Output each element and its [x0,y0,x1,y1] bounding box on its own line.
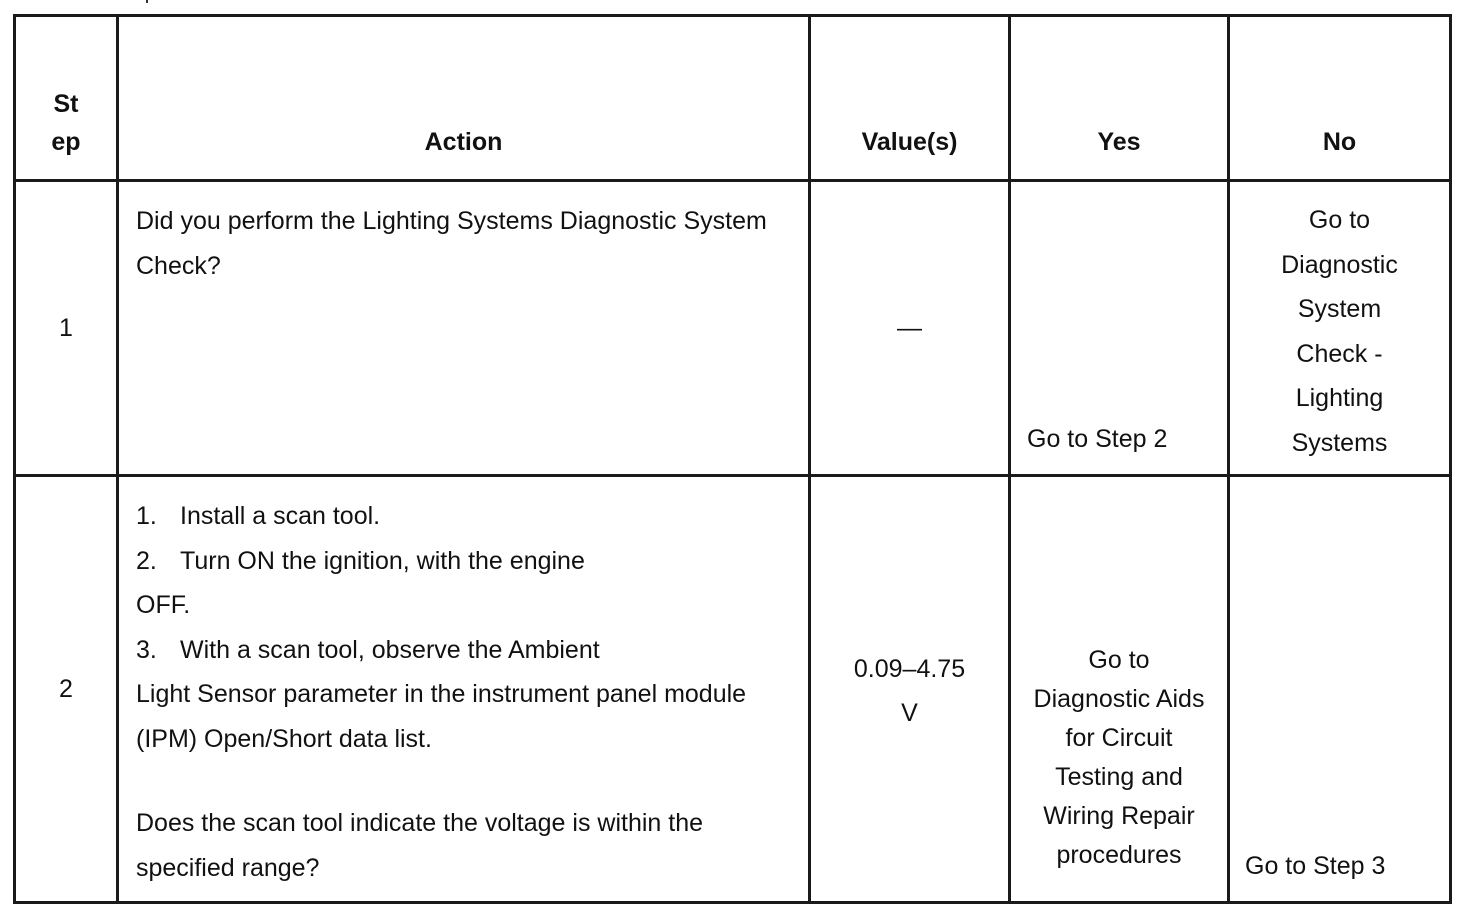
header-step [15,16,118,181]
list-item-continuation: Light Sensor parameter in the instrument panel module (IPM) Open/Short data list. [136,680,747,753]
list-item-number: 3. [136,635,157,664]
list-item-text: Install a scan tool. [180,502,381,530]
header-no: No [1229,16,1451,181]
yes-line: Wiring Repair [1043,802,1195,830]
step-cell [15,181,118,476]
no-text [1230,182,1449,465]
values-unit: V [901,699,918,727]
values-cell [810,476,1010,903]
table-row [15,476,1451,903]
no-line: Systems [1291,428,1388,457]
no-line: Lighting [1295,384,1384,412]
list-item-text: Turn ON the ignition, with the engine [180,546,585,575]
step-number: 1 [59,313,73,342]
action-steps-list [136,494,794,761]
header-step-line2: ep [51,128,81,156]
list-item [136,628,794,673]
yes-line: Testing and [1055,763,1183,791]
no-line: Go to [1308,206,1371,234]
scan-mark [146,0,148,3]
list-item-continuation: OFF. [136,591,191,619]
table-row [15,181,1451,476]
list-item-text: With a scan tool, observe the Ambient [180,635,600,664]
no-cell [1229,181,1451,476]
no-line: System [1297,295,1382,323]
no-cell [1229,476,1451,903]
action-cell [118,476,810,903]
list-item-number: 2. [136,546,157,575]
list-item-number: 1. [136,502,157,530]
yes-cell [1010,476,1229,903]
yes-line: Go to [1088,646,1150,674]
action-text [119,477,808,890]
list-item [136,494,794,539]
step-cell [15,476,118,903]
yes-line: procedures [1056,841,1182,869]
header-action: Action [118,16,810,181]
list-item [136,539,794,584]
values-text: — [897,313,922,342]
yes-line: for Circuit [1065,724,1173,752]
yes-text: Go to Step 2 [1027,425,1168,453]
values-cell [810,181,1010,476]
no-line: Check - [1296,339,1383,368]
header-values: Value(s) [810,16,1010,181]
yes-line: Diagnostic Aids [1033,685,1205,713]
no-line: Diagnostic [1281,250,1398,279]
no-text: Go to Step 3 [1245,852,1386,880]
spacer [136,761,794,801]
diagnostic-table [13,14,1452,904]
header-row [15,16,1451,181]
header-step-line1: St [53,90,79,118]
action-text: Did you perform the Lighting Systems Diagnostic System Check? [136,207,767,280]
header-yes: Yes [1010,16,1229,181]
yes-text [1011,641,1227,875]
question-text: Does the scan tool indicate the voltage is within the specified range? [136,809,704,882]
yes-cell [1010,181,1229,476]
step-number: 2 [59,674,73,703]
action-cell [118,181,810,476]
values-text [811,647,1008,735]
values-range: 0.09–4.75 [853,655,966,683]
